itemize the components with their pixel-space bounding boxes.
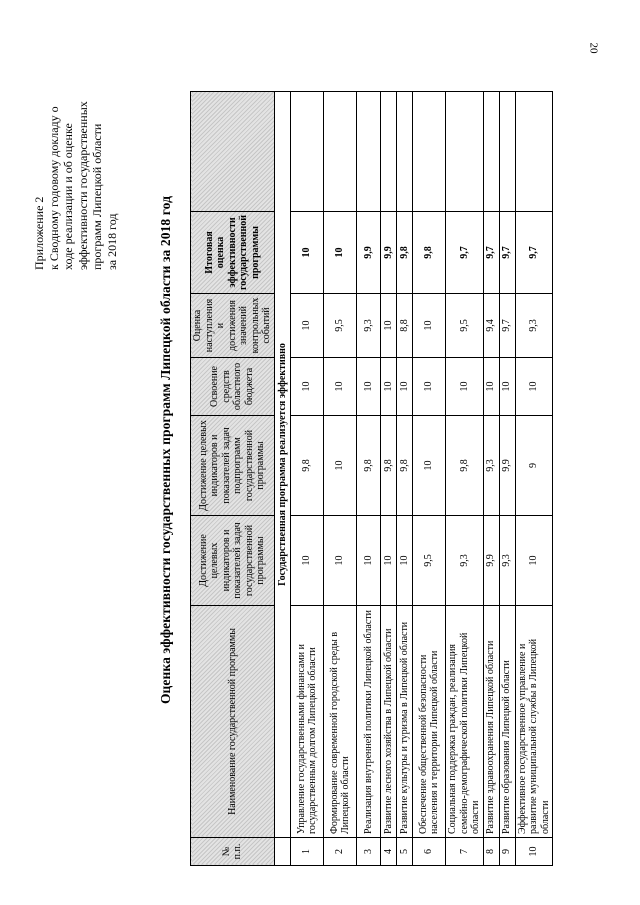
- row-num-cell: 5: [397, 838, 413, 866]
- budget-score-cell: 10: [291, 358, 324, 416]
- goals-score-cell: 10: [381, 516, 397, 606]
- program-name-cell: Развитие лесного хозяйства в Липецкой области: [381, 606, 397, 838]
- appendix-line: ходе реализации и об оценке: [61, 123, 75, 270]
- events-score-cell: 8,8: [397, 294, 413, 358]
- header-num: № п.п.: [191, 838, 275, 866]
- row-num-cell: 6: [413, 838, 446, 866]
- header-total: Итоговая оценка эффективности государственной программы: [191, 211, 275, 293]
- document-title: Оценка эффективности государственных программ Липецкой области за 2018 год: [158, 195, 173, 705]
- table-row: [483, 91, 499, 865]
- total-score-cell: 9,7: [446, 211, 484, 293]
- budget-score-cell: 10: [413, 358, 446, 416]
- program-name-cell: Обеспечение общественной безопасности населения и территории Липецкой области: [413, 606, 446, 838]
- appendix-line: программ Липецкой области: [90, 123, 104, 270]
- empty-cell: [515, 91, 553, 211]
- subgoals-score-cell: 9,8: [357, 416, 381, 516]
- empty-cell: [291, 91, 324, 211]
- budget-score-cell: 10: [499, 358, 515, 416]
- empty-cell: [446, 91, 484, 211]
- events-score-cell: 9,4: [483, 294, 499, 358]
- row-num-cell: 4: [381, 838, 397, 866]
- budget-score-cell: 10: [381, 358, 397, 416]
- table-row: [381, 91, 397, 865]
- table-row: [397, 91, 413, 865]
- subgoals-score-cell: 9,3: [483, 416, 499, 516]
- budget-score-cell: 10: [397, 358, 413, 416]
- page-number: 20: [587, 42, 600, 54]
- group-num-cell: [274, 838, 291, 866]
- program-name-cell: Формирование современной городской среды в Липецкой области: [324, 606, 357, 838]
- goals-score-cell: 9,9: [483, 516, 499, 606]
- header-events: Оценка наступления и достижения значений контрольных событий: [191, 294, 275, 358]
- program-name-cell: Управление государственными финансами и государственным долгом Липецкой области: [291, 606, 324, 838]
- subgoals-score-cell: 9: [515, 416, 553, 516]
- total-score-cell: 9,7: [515, 211, 553, 293]
- total-score-cell: 9,8: [397, 211, 413, 293]
- row-num-cell: 9: [499, 838, 515, 866]
- total-score-cell: 9,7: [499, 211, 515, 293]
- header-budget: Освоение средств областного бюджета: [191, 358, 275, 416]
- events-score-cell: 9,7: [499, 294, 515, 358]
- table-row: [324, 91, 357, 865]
- total-score-cell: 9,9: [357, 211, 381, 293]
- events-score-cell: 9,3: [357, 294, 381, 358]
- appendix-line: Приложение 2: [32, 196, 46, 270]
- evaluation-table: [190, 91, 553, 866]
- table-row: [413, 91, 446, 865]
- subgoals-score-cell: 9,9: [499, 416, 515, 516]
- goals-score-cell: 10: [515, 516, 553, 606]
- table-row: [446, 91, 484, 865]
- table-row: [291, 91, 324, 865]
- goals-score-cell: 9,3: [499, 516, 515, 606]
- program-name-cell: Развитие здравоохранения Липецкой области: [483, 606, 499, 838]
- empty-cell: [413, 91, 446, 211]
- empty-cell: [483, 91, 499, 211]
- budget-score-cell: 10: [515, 358, 553, 416]
- subgoals-score-cell: 10: [324, 416, 357, 516]
- program-name-cell: Реализация внутренней политики Липецкой области: [357, 606, 381, 838]
- table-header-row: [191, 91, 275, 865]
- subgoals-score-cell: 9,8: [381, 416, 397, 516]
- total-score-cell: 9,8: [413, 211, 446, 293]
- document-page: [10, 20, 610, 880]
- total-score-cell: 10: [324, 211, 357, 293]
- program-name-cell: Развитие культуры и туризма в Липецкой области: [397, 606, 413, 838]
- header-empty: [191, 91, 275, 211]
- empty-cell: [324, 91, 357, 211]
- events-score-cell: 10: [291, 294, 324, 358]
- goals-score-cell: 9,5: [413, 516, 446, 606]
- program-name-cell: Развитие образования Липецкой области: [499, 606, 515, 838]
- row-num-cell: 2: [324, 838, 357, 866]
- goals-score-cell: 10: [397, 516, 413, 606]
- table-row: [499, 91, 515, 865]
- program-name-cell: Социальная поддержка граждан, реализация семейно-демографической политики Липецкой области: [446, 606, 484, 838]
- goals-score-cell: 9,3: [446, 516, 484, 606]
- total-score-cell: 9,7: [483, 211, 499, 293]
- events-score-cell: 10: [413, 294, 446, 358]
- table-row: [357, 91, 381, 865]
- budget-score-cell: 10: [357, 358, 381, 416]
- total-score-cell: 9,9: [381, 211, 397, 293]
- goals-score-cell: 10: [291, 516, 324, 606]
- budget-score-cell: 10: [483, 358, 499, 416]
- events-score-cell: 10: [381, 294, 397, 358]
- goals-score-cell: 10: [324, 516, 357, 606]
- events-score-cell: 9,3: [515, 294, 553, 358]
- header-subgoals: Достижение целевых индикаторов и показателей задач подпрограмм государственной программы: [191, 416, 275, 516]
- row-num-cell: 3: [357, 838, 381, 866]
- total-score-cell: 10: [291, 211, 324, 293]
- budget-score-cell: 10: [446, 358, 484, 416]
- goals-score-cell: 10: [357, 516, 381, 606]
- subgoals-score-cell: 9,8: [446, 416, 484, 516]
- group-label: Государственная программа реализуется эффективно: [274, 91, 291, 837]
- header-goals: Достижение целевых индикаторов и показателей задач государственной программы: [191, 516, 275, 606]
- empty-cell: [357, 91, 381, 211]
- empty-cell: [499, 91, 515, 211]
- budget-score-cell: 10: [324, 358, 357, 416]
- subgoals-score-cell: 9,8: [397, 416, 413, 516]
- subgoals-score-cell: 10: [413, 416, 446, 516]
- empty-cell: [397, 91, 413, 211]
- events-score-cell: 9,5: [446, 294, 484, 358]
- appendix-note: [32, 30, 119, 270]
- row-num-cell: 1: [291, 838, 324, 866]
- empty-cell: [381, 91, 397, 211]
- header-name: Наименование государственной программы: [191, 606, 275, 838]
- row-num-cell: 8: [483, 838, 499, 866]
- appendix-line: эффективности государственных: [75, 101, 90, 270]
- program-name-cell: Эффективное государственное управление и развитие муниципальной службы в Липецкой области: [515, 606, 553, 838]
- subgoals-score-cell: 9,8: [291, 416, 324, 516]
- group-row: [274, 91, 291, 865]
- events-score-cell: 9,5: [324, 294, 357, 358]
- appendix-line: к Сводному годовому докладу о: [46, 106, 61, 270]
- appendix-line: за 2018 год: [104, 213, 119, 270]
- row-num-cell: 10: [515, 838, 553, 866]
- table-row: [515, 91, 553, 865]
- row-num-cell: 7: [446, 838, 484, 866]
